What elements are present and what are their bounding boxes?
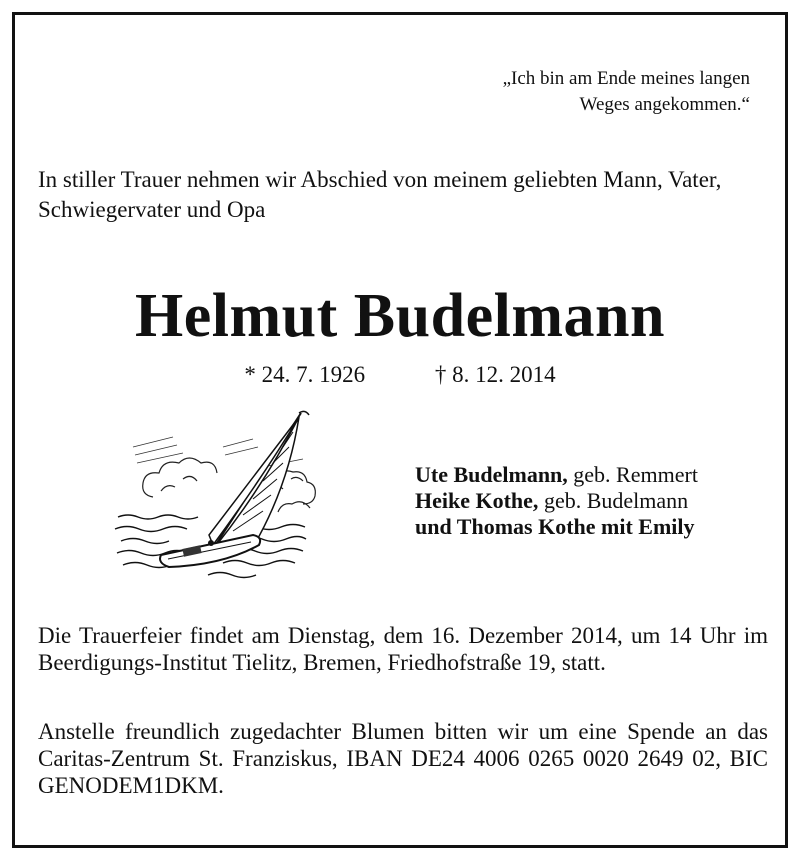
signer-2-maiden: geb. Budelmann (538, 488, 689, 513)
death-date: † 8. 12. 2014 (434, 362, 556, 387)
deceased-name: Helmut Budelmann (135, 282, 665, 350)
intro-text: In stiller Trauer nehmen wir Abschied von meinem geliebten Mann, Vater, Schwiegervater und Opa (38, 167, 722, 222)
quote (503, 66, 750, 118)
quote-line-1: „Ich bin am Ende meines langen (502, 68, 750, 89)
signer-3-name: und Thomas Kothe mit Emily (415, 514, 695, 539)
signers (415, 462, 698, 540)
birth-date: * 24. 7. 1926 (244, 362, 366, 387)
signer-1-name: Ute Budelmann, (415, 462, 568, 487)
signer-1-maiden: geb. Remmert (567, 462, 698, 487)
quote-line-2: Weges angekommen.“ (579, 94, 750, 115)
signer-2 (415, 488, 698, 514)
signer-2-name: Heike Kothe, (415, 488, 539, 513)
signer-3 (415, 514, 698, 540)
sailboat-icon (113, 407, 318, 595)
donation-info: Anstelle freundlich zugedachter Blumen bitten wir um eine Spende an das Caritas-Zentrum St. Franziskus, IBAN DE24 4006 0265 0020 2649 02, BIC GENODEM1DKM. (38, 719, 768, 798)
funeral-info: Die Trauerfeier findet am Dienstag, dem 16. Dezember 2014, um 14 Uhr im Beerdigungs-Institut Tielitz, Bremen, Friedhofstraße 19, statt. (38, 623, 768, 675)
signer-1 (415, 462, 698, 488)
life-dates (0, 360, 800, 390)
